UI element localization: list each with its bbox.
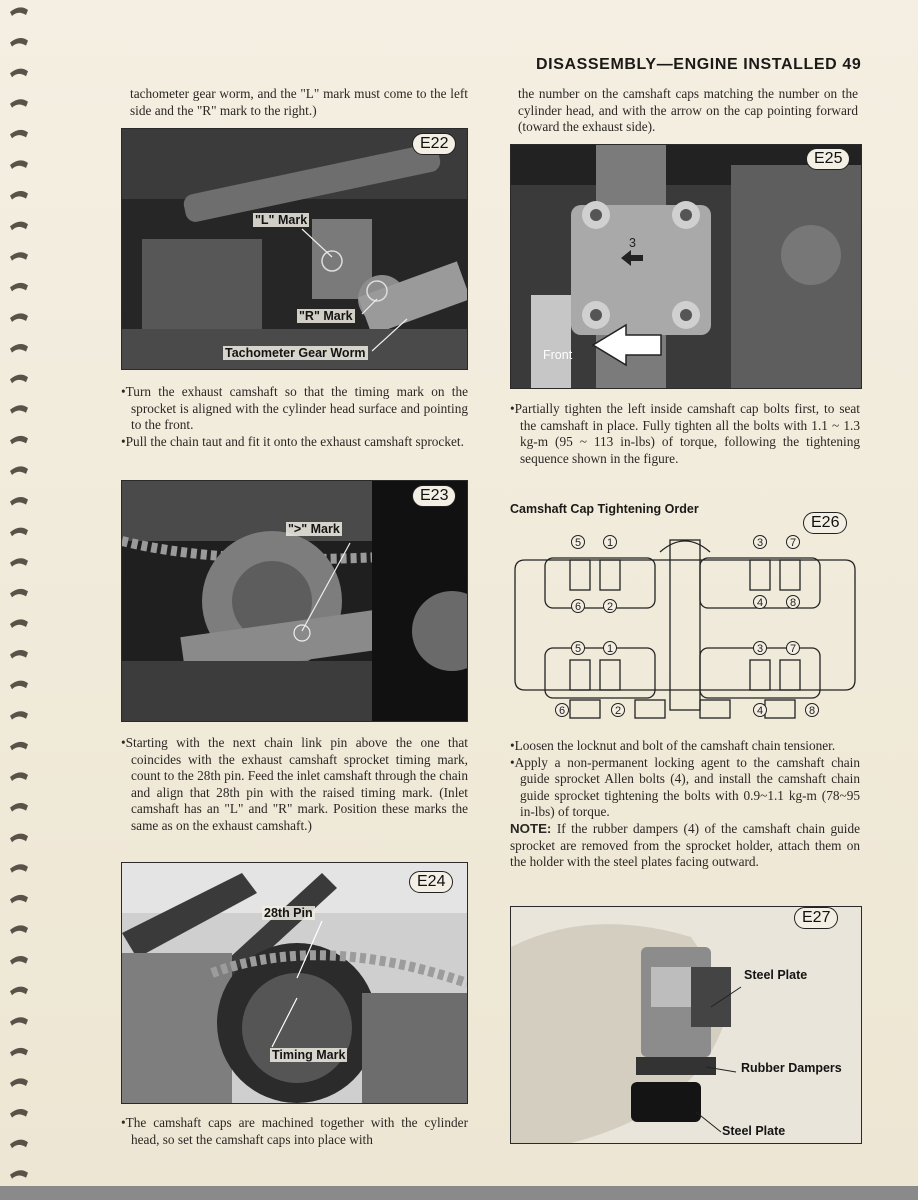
- binding-ring: [10, 803, 28, 812]
- spiral-binding: [6, 0, 46, 1190]
- binding-ring: [10, 589, 28, 598]
- figure-e26-title: Camshaft Cap Tightening Order: [510, 502, 699, 516]
- binding-ring: [10, 375, 28, 384]
- figure-e27-photo: [510, 906, 862, 1144]
- figure-e22-tag: E22: [412, 133, 456, 155]
- gt-mark-label: ">" Mark: [288, 522, 340, 536]
- order-number: 8: [808, 705, 816, 717]
- binding-ring: [10, 283, 28, 292]
- tachometer-gear-worm-label: Tachometer Gear Worm: [225, 346, 366, 360]
- running-head: DISASSEMBLY—ENGINE INSTALLED 49: [536, 56, 862, 73]
- binding-ring: [10, 344, 28, 353]
- front-arrow-label: Front: [543, 348, 573, 362]
- figure-e24-tag: E24: [409, 871, 453, 893]
- steel-plate-top-label: Steel Plate: [744, 968, 808, 982]
- rubber-dampers-label: Rubber Dampers: [741, 1061, 842, 1075]
- figure-e24-photo: [121, 862, 468, 1104]
- binding-ring: [10, 742, 28, 751]
- binding-ring: [10, 987, 28, 996]
- binding-ring: [10, 1017, 28, 1026]
- order-number: 2: [614, 705, 622, 717]
- order-number: 2: [606, 601, 614, 613]
- figure-e22-photo: [121, 128, 468, 370]
- binding-ring: [10, 1109, 28, 1118]
- right-intro-paragraph: the number on the camshaft caps matching the number on the cylinder head, and with the arrow on the cap pointing forward (toward the exhaust side).: [518, 86, 858, 135]
- binding-ring: [10, 834, 28, 843]
- figure-e23-tag: E23: [412, 485, 456, 507]
- 28th-pin-label: 28th Pin: [264, 906, 313, 920]
- left-bullets-1: •Turn the exhaust camshaft so that the timing mark on the sprocket is aligned with the cylinder head surface and pointing to the front. •Pull the chain taut and fit it onto the exhaust camshaft sprocket.: [121, 384, 468, 449]
- timing-mark-label: Timing Mark: [272, 1048, 346, 1062]
- figure-e23-photo: [121, 480, 468, 722]
- left-bullets-3: •The camshaft caps are machined together with the cylinder head, so set the camshaft caps into place with: [121, 1115, 468, 1147]
- binding-ring: [10, 650, 28, 659]
- binding-ring: [10, 7, 28, 16]
- binding-ring: [10, 895, 28, 904]
- binding-ring: [10, 864, 28, 873]
- binding-ring: [10, 558, 28, 567]
- left-intro-paragraph: tachometer gear worm, and the "L" mark must come to the left side and the "R" mark to the right.): [130, 86, 468, 118]
- binding-ring: [10, 1078, 28, 1087]
- binding-ring: [10, 222, 28, 231]
- order-number: 6: [574, 601, 582, 613]
- order-number: 4: [756, 597, 764, 609]
- figure-e26-tag: E26: [803, 512, 847, 534]
- order-number: 5: [574, 537, 582, 549]
- binding-ring: [10, 956, 28, 965]
- left-bullets-2: •Starting with the next chain link pin above the one that coincides with the exhaust camshaft sprocket timing mark, count to the 28th pin. Feed the inlet camshaft through the chain and align that 28th pin with the raised timing mark. (Inlet camshaft has an "L" and "R" mark. Position these marks the same as on the exhaust camshaft.): [121, 735, 468, 833]
- binding-ring: [10, 405, 28, 414]
- order-number: 5: [574, 643, 582, 655]
- right-bullets-1: •Partially tighten the left inside camshaft cap bolts first, to seat the camshaft in place. Fully tighten all the bolts with 1.1 ~ 1.3 kg-m (95 ~ 113 in-lbs) of torque, following the tightening sequence shown in the figure.: [510, 401, 860, 466]
- binding-ring: [10, 99, 28, 108]
- binding-ring: [10, 711, 28, 720]
- steel-plate-bottom-label: Steel Plate: [722, 1124, 786, 1138]
- binding-ring: [10, 252, 28, 261]
- binding-ring: [10, 313, 28, 322]
- order-number: 1: [606, 643, 614, 655]
- binding-ring: [10, 160, 28, 169]
- order-number: 7: [789, 537, 797, 549]
- binding-ring: [10, 69, 28, 78]
- binding-ring: [10, 466, 28, 475]
- bottom-border: [0, 1186, 918, 1200]
- binding-ring: [10, 1140, 28, 1149]
- binding-ring: [10, 1170, 28, 1179]
- figure-e27-tag: E27: [794, 907, 838, 929]
- binding-ring: [10, 497, 28, 506]
- binding-ring: [10, 528, 28, 537]
- order-number: 1: [606, 537, 614, 549]
- binding-ring: [10, 925, 28, 934]
- order-number: 3: [756, 537, 764, 549]
- binding-ring: [10, 130, 28, 139]
- order-number: 7: [789, 643, 797, 655]
- camshaft-cap-diagram: [510, 530, 860, 725]
- figure-e25-tag: E25: [806, 148, 850, 170]
- binding-ring: [10, 681, 28, 690]
- order-number: 6: [558, 705, 566, 717]
- binding-ring: [10, 772, 28, 781]
- cap-number-label: 3: [629, 236, 636, 250]
- binding-ring: [10, 38, 28, 47]
- binding-ring: [10, 191, 28, 200]
- l-mark-label: "L" Mark: [255, 213, 308, 227]
- binding-ring: [10, 1048, 28, 1057]
- r-mark-label: "R" Mark: [299, 309, 353, 323]
- order-number: 4: [756, 705, 764, 717]
- order-number: 8: [789, 597, 797, 609]
- right-bullets-2: •Loosen the locknut and bolt of the camshaft chain tensioner. •Apply a non-permanent locking agent to the camshaft chain guide sprocket Allen bolts (4), and install the camshaft chain guide sprocket tightening the bolts with 0.9~1.1 kg-m (78~95 in-lbs) of torque. NOTE: If the rubber dampers (4) of the camshaft chain guide sprocket are removed from the sprocket holder, attach them on the holder with the steel plates facing outward.: [510, 738, 860, 870]
- binding-ring: [10, 619, 28, 628]
- order-number: 3: [756, 643, 764, 655]
- binding-ring: [10, 436, 28, 445]
